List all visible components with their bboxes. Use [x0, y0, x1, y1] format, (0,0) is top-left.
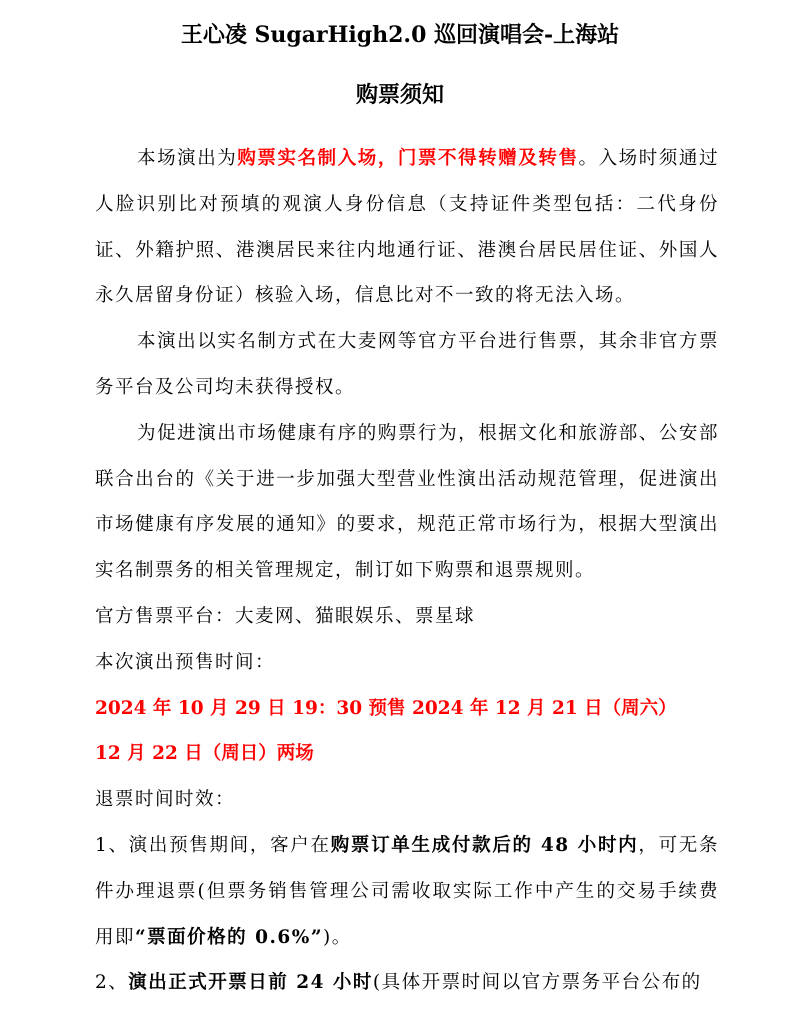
- presale-label: 本次演出预售时间：: [95, 651, 276, 673]
- refund-rule-1: [95, 823, 719, 960]
- refund-rule-1-bold-1: 购票订单生成付款后的 48 小时内: [330, 834, 639, 856]
- refund-rule-1-bold-2: “票面价格的 0.6%”: [135, 926, 324, 948]
- refund-rule-1-post: )。: [323, 926, 352, 948]
- paragraph-real-name: [95, 136, 719, 319]
- refund-rule-1-pre: 1、演出预售期间，客户在: [95, 834, 331, 856]
- document-title: 王心凌 SugarHigh2.0 巡回演唱会-上海站: [180, 22, 620, 48]
- presale-date-line-1: 2024 年 10 月 29 日 19：30 预售 2024 年 12 月 21 日（周六）: [95, 697, 677, 719]
- paragraph-official-platform: 本演出以实名制方式在大麦网等官方平台进行售票，其余非官方票务平台及公司均未获得授权。: [95, 331, 719, 398]
- real-name-highlight: 购票实名制入场，门票不得转赠及转售: [237, 148, 579, 169]
- refund-rule-2: [95, 960, 719, 1006]
- official-platforms-line: 官方售票平台：大麦网、猫眼娱乐、票星球: [95, 605, 476, 627]
- refund-rule-1-mid: ，可无条件办理退票(但票务销售管理公司需收取实际工作中产生的交易手续费用即: [95, 834, 719, 948]
- refund-label: 退票时间时效：: [95, 789, 236, 811]
- refund-rule-2-bold: 演出正式开票日前 24 小时: [128, 972, 373, 994]
- presale-date-line-2: 12 月 22 日（周日）两场: [95, 743, 314, 765]
- refund-rule-2-post: (具体开票时间以官方票务平台公布的: [372, 972, 702, 994]
- refund-rule-2-pre: 2、: [95, 972, 129, 994]
- paragraph-real-name-pre: 本场演出为: [137, 148, 238, 169]
- paragraph-regulation: 为促进演出市场健康有序的购票行为，根据文化和旅游部、公安部联合出台的《关于进一步加强大型营业性演出活动规范管理，促进演出市场健康有序发展的通知》的要求，规范正常市场行为，根据大型演出实名制票务的相关管理规定，制订如下购票和退票规则。: [95, 422, 719, 582]
- document-subtitle: 购票须知: [355, 82, 444, 108]
- paragraph-real-name-post: 。入场时须通过人脸识别比对预填的观演人身份信息（支持证件类型包括：二代身份证、外籍护照、港澳居民来往内地通行证、港澳台居民居住证、外国人永久居留身份证）核验入场，信息比对不一致的将无法入场。: [95, 148, 719, 307]
- document-body: [95, 136, 719, 1006]
